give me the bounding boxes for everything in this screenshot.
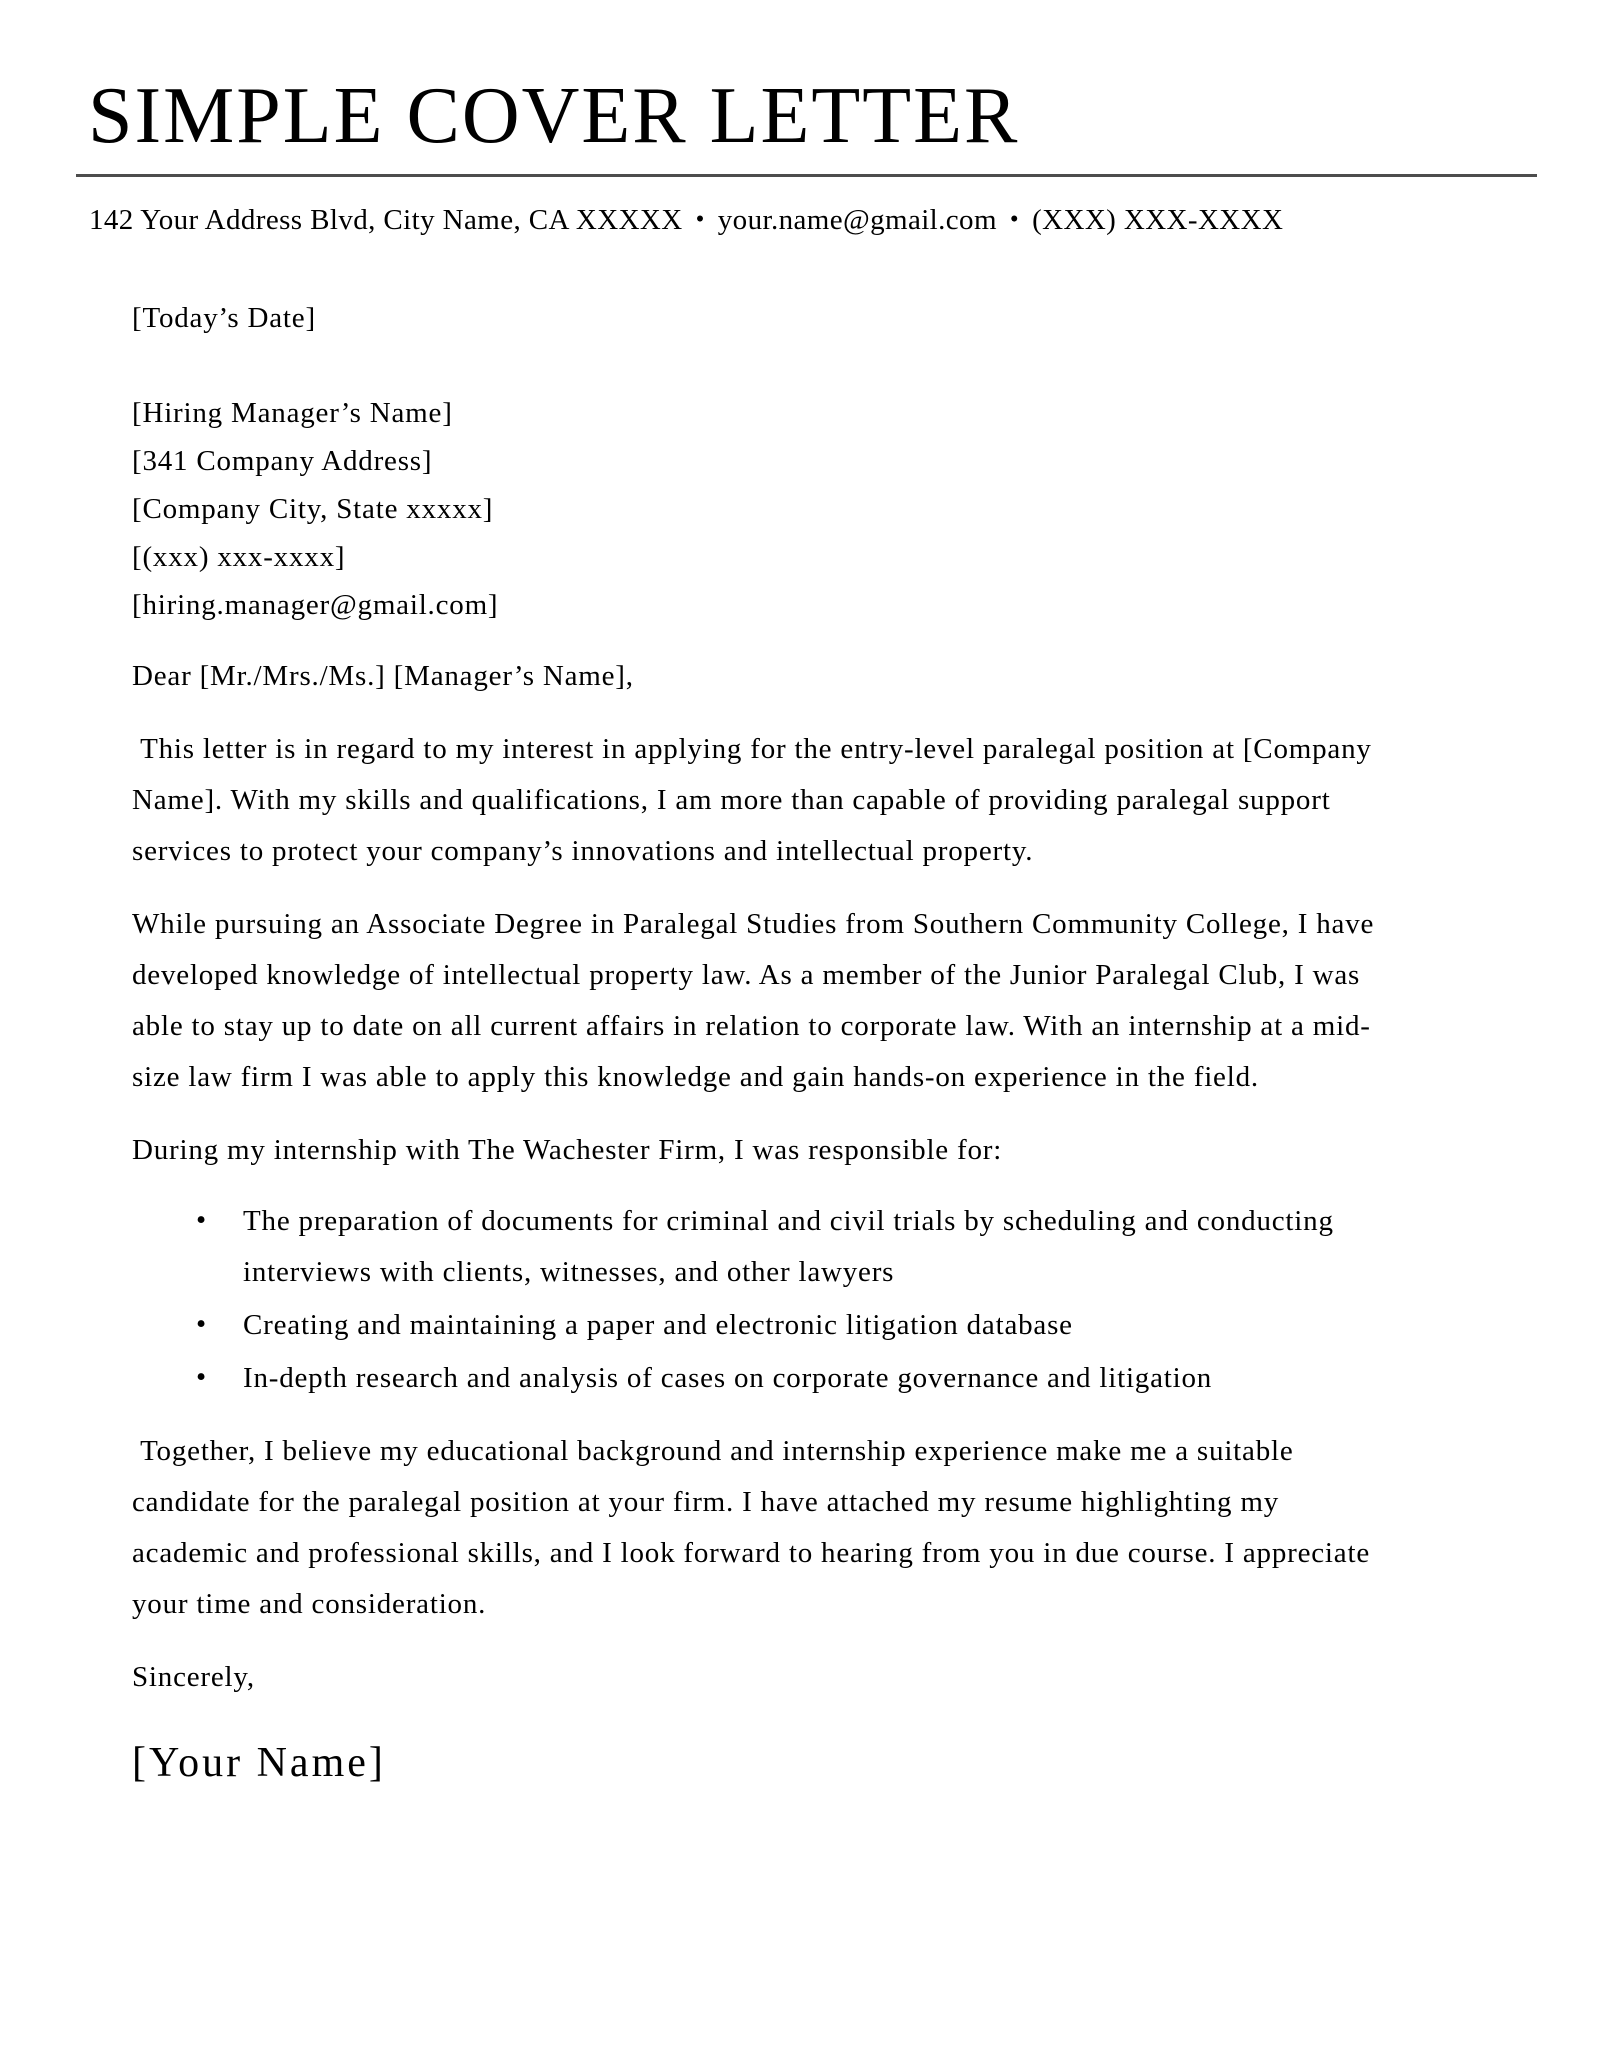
body-paragraph-education: While pursuing an Associate Degree in Paralegal Studies from Southern Community College, I have developed knowledge of intellectual property law. As a member of the Junior Paralegal Club, I was able to stay up to date on all current affairs in relation to corporate law. With an internship at a mid-size law firm I was able to apply this knowledge and gain hands-on experience in the field. — [132, 908, 1383, 1093]
list-item-text: In-depth research and analysis of cases on corporate governance and litigation — [243, 1362, 1213, 1394]
contact-address: 142 Your Address Blvd, City Name, CA XXXXX — [89, 204, 683, 236]
recipient-block — [132, 389, 1537, 629]
bullet-icon: • — [196, 1361, 207, 1393]
separator-dot-icon: • — [695, 206, 705, 233]
contact-line — [89, 202, 1537, 238]
separator-dot-icon: • — [1009, 206, 1020, 233]
body-paragraph-internship: During my internship with The Wachester Firm, I was responsible for: — [132, 1134, 1003, 1166]
page-title: SIMPLE COVER LETTER — [88, 72, 1020, 160]
letterhead — [76, 70, 1537, 238]
letter-body — [132, 294, 1537, 1791]
recipient-line: [Company City, State xxxxx] — [132, 493, 494, 525]
recipient-line: [341 Company Address] — [132, 445, 433, 477]
date-placeholder: [Today’s Date] — [132, 302, 316, 334]
list-item-text: The preparation of documents for criminal and civil trials by scheduling and conducting interviews with clients, witnesses, and other lawyers — [243, 1205, 1334, 1288]
recipient-line: [(xxx) xxx-xxxx] — [132, 541, 346, 573]
list-item — [196, 1300, 1363, 1351]
body-paragraph-closing: Together, I believe my educational background and internship experience make me a suitable candidate for the paralegal position at your firm. I have attached my resume highlighting my academic and professional skills, and I look forward to hearing from you in due course. I appreciate your time and consideration. — [132, 1435, 1379, 1620]
header-divider — [76, 174, 1537, 177]
recipient-line: [Hiring Manager’s Name] — [132, 397, 453, 429]
recipient-line: [hiring.manager@gmail.com] — [132, 589, 499, 621]
bullet-icon: • — [196, 1204, 207, 1236]
body-paragraph-intro: This letter is in regard to my interest in applying for the entry-level paralegal position at [Company Name]. With my skills and qualifications, I am more than capable of providing paralegal support services to protect your company’s innovations and intellectual property. — [132, 733, 1380, 867]
contact-email: your.name@gmail.com — [717, 204, 997, 236]
signature-placeholder: [Your Name] — [132, 1740, 386, 1786]
list-item — [196, 1196, 1363, 1298]
bullet-icon: • — [196, 1308, 207, 1340]
valediction: Sincerely, — [132, 1661, 255, 1693]
list-item — [196, 1353, 1363, 1404]
responsibilities-list — [132, 1196, 1537, 1404]
list-item-text: Creating and maintaining a paper and electronic litigation database — [243, 1309, 1073, 1341]
salutation: Dear [Mr./Mrs./Ms.] [Manager’s Name], — [132, 660, 634, 692]
contact-phone: (XXX) XXX-XXXX — [1032, 204, 1284, 236]
